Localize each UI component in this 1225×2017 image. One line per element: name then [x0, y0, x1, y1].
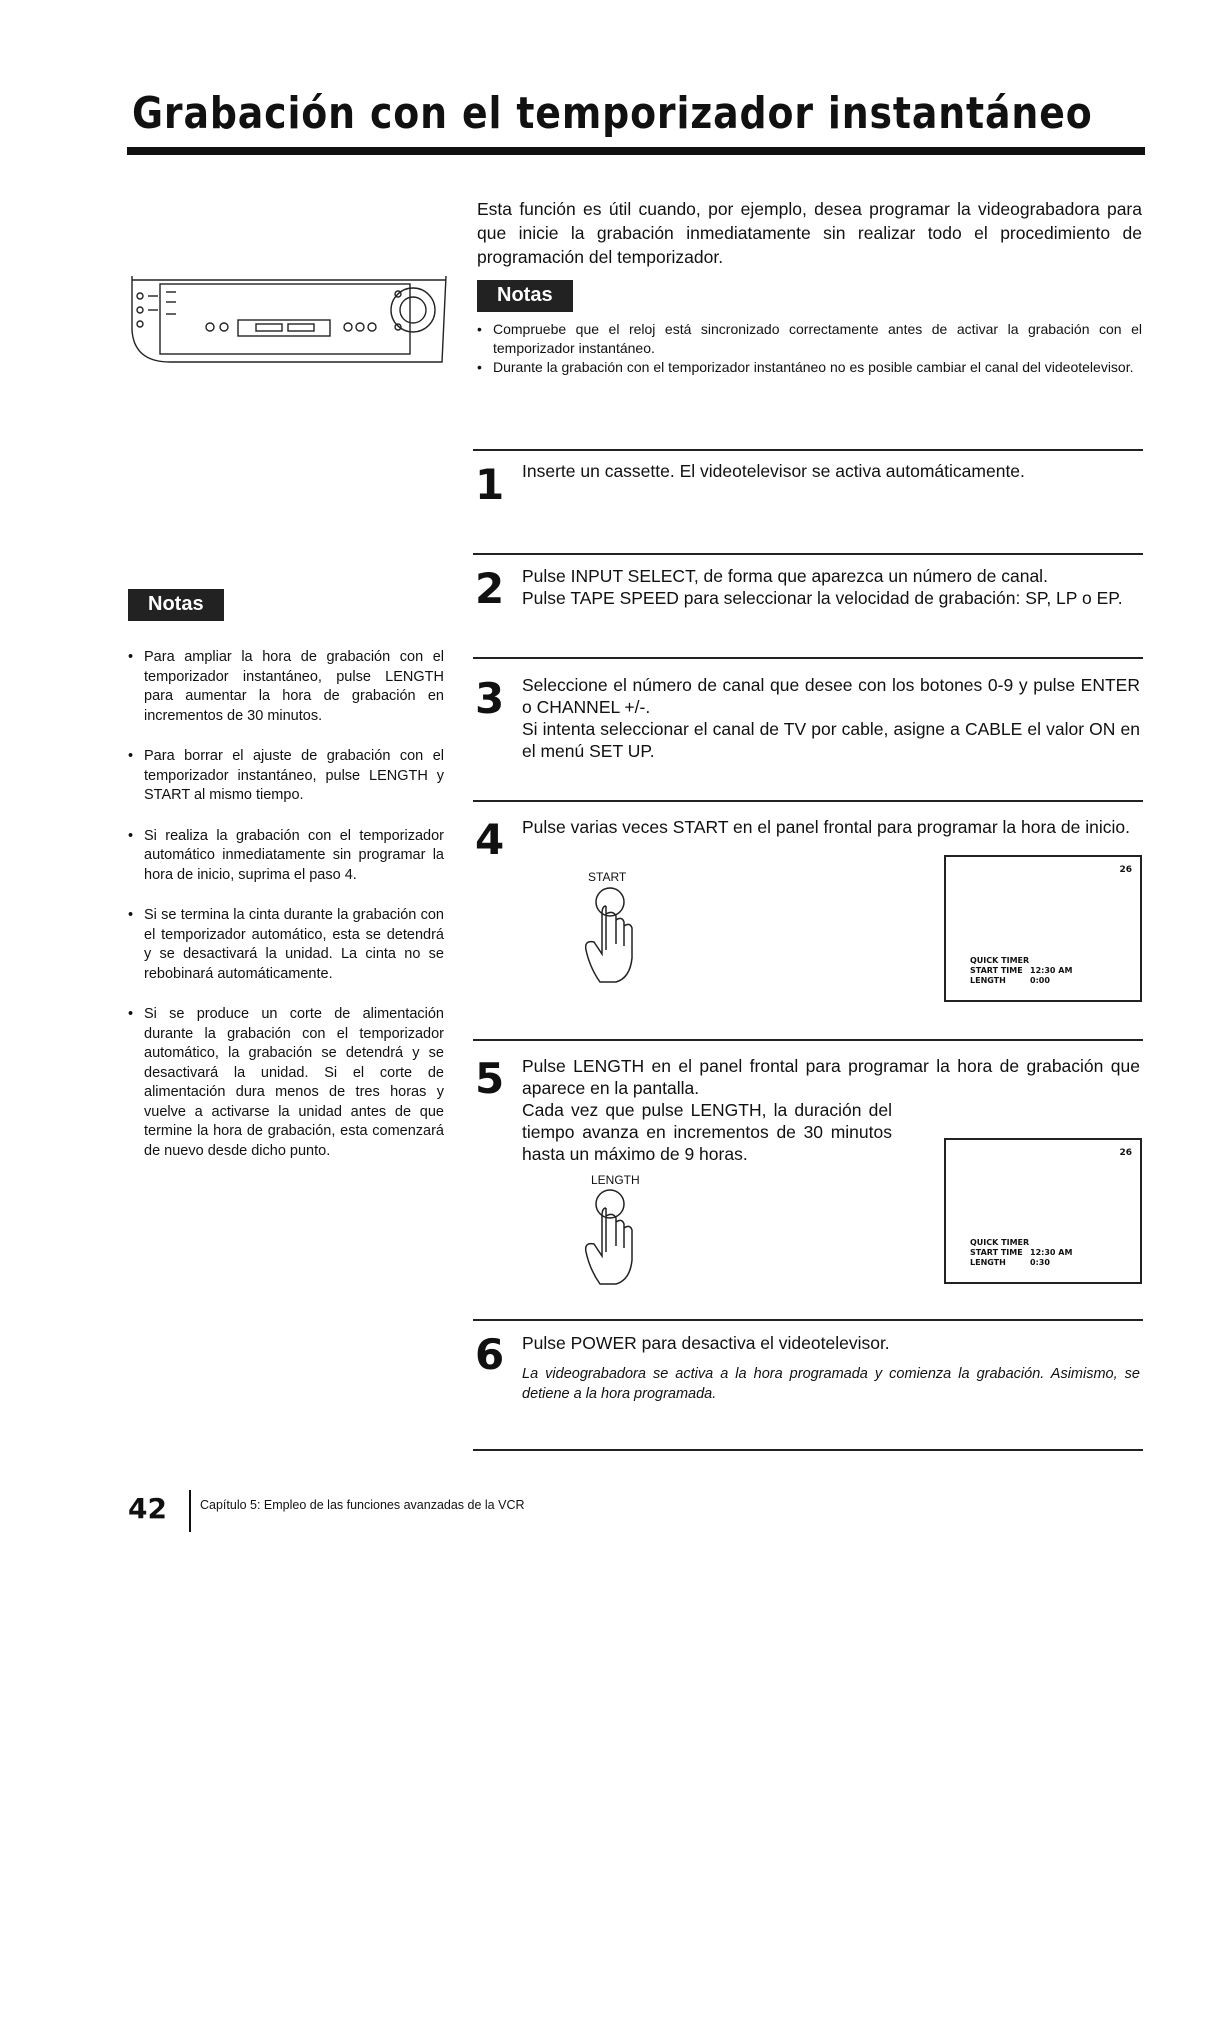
notes-label: Notas [128, 589, 224, 621]
osd-start-label: START TIME [970, 1248, 1023, 1257]
step-1-text [522, 460, 1140, 482]
step-line: Pulse varias veces START en el panel frontal para programar la hora de inicio. [522, 817, 1130, 837]
step-2-text [522, 565, 1140, 609]
notes-badge-top [477, 280, 573, 312]
step-line: Inserte un cassette. El videotelevisor se activa automáticamente. [522, 461, 1025, 481]
channel-number: 26 [1119, 865, 1132, 875]
step-line: Seleccione el número de canal que desee con los botones 0-9 y pulse ENTER o CHANNEL +/-. [522, 675, 1140, 717]
step-3-text [522, 674, 1140, 762]
list-item: • Para borrar el ajuste de grabación con el temporizador instantáneo, pulse LENGTH y START al mismo tiempo. [128, 747, 444, 806]
tv-screen-display [944, 855, 1142, 1002]
step-line: Pulse INPUT SELECT, de forma que aparezca un número de canal. [522, 566, 1048, 586]
hand-pressing-start-icon [580, 884, 650, 988]
step-number: 5 [475, 1054, 505, 1103]
title-rule [127, 147, 1145, 155]
osd-length-value: 0:00 [1030, 976, 1050, 985]
step-line: Cada vez que pulse LENGTH, la duración del tiempo avanza en incrementos de 30 minutos hasta un máximo de 9 horas. [522, 1100, 892, 1164]
list-item: • Si se termina la cinta durante la grabación con el temporizador automático, esta se detendrá y se desactivará la unidad. La cinta no se rebobinará automáticamente. [128, 906, 444, 984]
step-divider [473, 553, 1143, 555]
step-divider [473, 1449, 1143, 1451]
channel-number: 26 [1119, 1148, 1132, 1158]
hand-pressing-length-icon [580, 1186, 650, 1290]
step-line: Si intenta seleccionar el canal de TV por cable, asigne a CABLE el valor ON en el menú SET UP. [522, 719, 1140, 761]
osd-length-label: LENGTH [970, 1258, 1006, 1267]
notes-list-top [477, 320, 1142, 377]
tv-screen-display [944, 1138, 1142, 1284]
length-button-label: LENGTH [591, 1173, 640, 1187]
list-item: • Para ampliar la hora de grabación con el temporizador instantáneo, pulse LENGTH para aumentar la hora de grabación en incrementos de 30 minutos. [128, 648, 444, 726]
step-divider [473, 657, 1143, 659]
step-6-text [522, 1332, 1140, 1404]
osd-title: QUICK TIMER [970, 956, 1030, 965]
list-item: • Si realiza la grabación con el temporizador automático inmediatamente sin programar la hora de inicio, suprima el paso 4. [128, 827, 444, 886]
step-line: Pulse TAPE SPEED para seleccionar la velocidad de grabación: SP, LP o EP. [522, 588, 1123, 608]
step-number: 6 [475, 1330, 505, 1379]
osd-text [970, 956, 1072, 986]
intro-text: Esta función es útil cuando, por ejemplo, desea programar la videograbadora para que inicie la grabación inmediatamente sin realizar todo el procedimiento de programación del temporizador. [477, 199, 1142, 267]
step-number: 4 [475, 815, 505, 864]
step-note-italic: La videograbadora se activa a la hora programada y comienza la grabación. Asimismo, se detiene a la hora programada. [522, 1366, 1140, 1402]
step-line: Pulse POWER para desactiva el videotelevisor. [522, 1333, 890, 1353]
chapter-label: Capítulo 5: Empleo de las funciones avanzadas de la VCR [200, 1498, 525, 1512]
osd-start-value: 12:30 AM [1030, 1248, 1073, 1257]
step-4-text [522, 816, 1140, 838]
step-divider [473, 449, 1143, 451]
osd-title: QUICK TIMER [970, 1238, 1030, 1247]
step-divider [473, 1039, 1143, 1041]
page-number: 42 [128, 1492, 167, 1525]
step-number: 2 [475, 564, 505, 613]
osd-start-value: 12:30 AM [1030, 966, 1073, 975]
vcr-front-panel-illustration [130, 270, 448, 372]
start-button-label: START [588, 870, 627, 884]
step-line: Pulse LENGTH en el panel frontal para programar la hora de grabación que aparece en la pantalla. [522, 1056, 1140, 1098]
osd-length-value: 0:30 [1030, 1258, 1050, 1267]
notes-list-side [128, 648, 444, 1182]
step-divider [473, 1319, 1143, 1321]
step-number: 3 [475, 674, 505, 723]
osd-text [970, 1238, 1072, 1268]
notes-label: Notas [477, 280, 573, 312]
osd-length-label: LENGTH [970, 976, 1006, 985]
step-number: 1 [475, 460, 505, 509]
list-item: • Si se produce un corte de alimentación durante la grabación con el temporizador automático, la grabación se detendrá y se desactivará la unidad. Si el corte de alimentación dura menos de tres horas y vuelve a activarse la unidad antes de que termine la hora de grabación, esta comenzará de nuevo desde dicho punto. [128, 1005, 444, 1161]
footer-divider [189, 1490, 191, 1532]
osd-start-label: START TIME [970, 966, 1023, 975]
list-item: • Durante la grabación con el temporizador instantáneo no es posible cambiar el canal del videotelevisor. [477, 358, 1142, 377]
page-title: Grabación con el temporizador instantáneo [132, 88, 1093, 139]
step-divider [473, 800, 1143, 802]
notes-badge-side [128, 589, 224, 621]
list-item: • Compruebe que el reloj está sincronizado correctamente antes de activar la grabación con el temporizador instantáneo. [477, 320, 1142, 358]
